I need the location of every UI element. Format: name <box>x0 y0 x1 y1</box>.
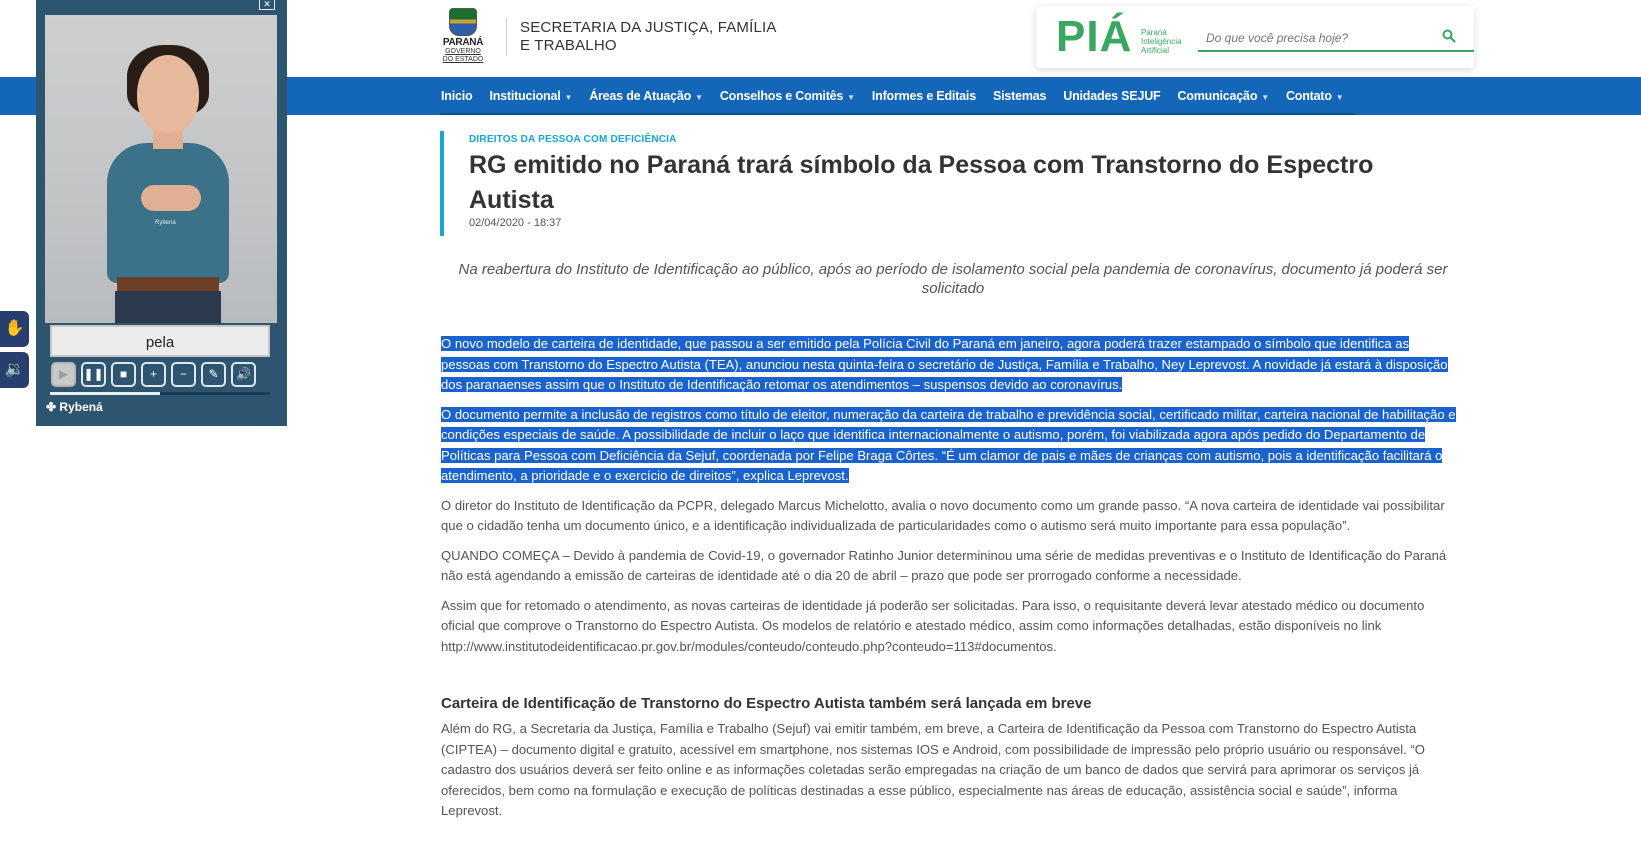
pia-tagline <box>1141 28 1181 55</box>
secretaria-title[interactable] <box>520 19 777 55</box>
speed-down-button[interactable]: − <box>171 362 196 387</box>
nav-item-6[interactable] <box>1063 89 1160 103</box>
paragraph-3: O diretor do Instituto de Identificação da PCPR, delegado Marcus Michelotto, avalia o novo documento como um grande passo. “A nova carteira de identidade vai possibilitar que o cidadão tenha um documento único, e a identificação individualizada de particularidades como o autismo será muito importante para essa população”. <box>441 497 1445 533</box>
pia-tag-line3: Artificial <box>1141 46 1170 55</box>
paragraph-5: Assim que for retomado o atendimento, as novas carteiras de identidade já poderão ser solicitadas. Para isso, o requisitante deverá levar atestado médico ou documento oficial que comprove o Transtorno do Espectro Autista. Os modelos de relatório e atestado médico, assim como informações detalhadas, estão disponíveis no link http://www.institutodeidentificacao.pr.gov.br/modules/conteudo/conteudo.php?conteudo=113#documentos. <box>441 597 1425 654</box>
nav-item-0[interactable] <box>441 89 472 103</box>
article-category[interactable]: DIREITOS DA PESSOA COM DEFICIÊNCIA <box>469 134 677 145</box>
avatar-jeans <box>115 291 221 323</box>
rybena-widget <box>36 0 287 426</box>
article-body <box>441 334 1461 831</box>
rybena-controls <box>51 362 256 387</box>
nav-item-label: Contato <box>1285 89 1332 103</box>
chevron-down-icon: ▼ <box>1261 93 1269 102</box>
secretaria-line2: E TRABALHO <box>520 37 617 54</box>
parana-logo[interactable] <box>438 8 488 68</box>
search-input[interactable] <box>1198 26 1474 52</box>
nav-item-3[interactable] <box>720 89 855 103</box>
nav-menu <box>441 77 1361 115</box>
pia-search-box <box>1036 6 1474 68</box>
nav-item-5[interactable] <box>993 89 1046 103</box>
chevron-down-icon: ▼ <box>564 93 573 102</box>
article-header <box>440 131 1485 236</box>
rybena-logo-icon: ✤ <box>46 400 57 414</box>
chevron-down-icon: ▼ <box>847 93 855 102</box>
audio-button[interactable]: 🔊 <box>231 362 256 387</box>
libras-tab[interactable] <box>0 311 29 347</box>
speed-up-button[interactable]: + <box>141 362 166 387</box>
rybena-brand-text: Rybená <box>59 400 103 414</box>
nav-item-7[interactable] <box>1177 89 1268 103</box>
paragraph-2 <box>441 405 1461 487</box>
search-icon[interactable] <box>1438 28 1460 50</box>
nav-item-label: Inicio <box>441 89 473 103</box>
paragraph-2-text: O documento permite a inclusão de registros como título de eleitor, numeração da carteira de trabalho e previdência social, certificado militar, carteira nacional de habilitação e condições especiais de saúde. A possibilidade de incluir o laço que identifica internacionalmente o autismo, porém, foi viabilizada agora após pedido do Departamento de Políticas para Pessoa com Deficiência da Sejuf, coordenada por Felipe Braga Côrtes. “É um clamor de pais e mães de crianças com autismo, pois a identificação facilitará o atendimento, a prioridade e o exercício de direitos”, explica Leprevost. <box>441 406 1456 483</box>
pause-button[interactable]: ❚❚ <box>81 362 106 387</box>
chevron-down-icon: ▼ <box>1335 93 1344 102</box>
current-word-display: pela <box>50 325 270 357</box>
pia-tag-line1: Paraná <box>1141 28 1167 37</box>
nav-item-1[interactable] <box>489 89 572 103</box>
article-title: RG emitido no Paraná trará símbolo da Pessoa com Transtorno do Espectro Autista <box>469 151 1374 214</box>
sign-language-icon: ✋ <box>4 320 25 337</box>
pia-logo[interactable]: PIÁ <box>1056 12 1133 61</box>
avatar-stage <box>45 15 277 323</box>
close-icon[interactable]: ✕ <box>259 0 275 10</box>
rybena-brand[interactable] <box>46 400 103 414</box>
avatar-shirt-logo: Rybená <box>155 220 176 226</box>
play-button[interactable]: ▶ <box>51 362 76 387</box>
nav-item-label: Informes e Editais <box>871 89 976 103</box>
nav-item-label: Sistemas <box>992 89 1047 103</box>
paragraph-1 <box>441 334 1461 396</box>
logo-sub1: GOVERNO <box>445 48 481 55</box>
avatar-hands <box>141 185 201 211</box>
logo-name: PARANÁ <box>442 37 484 48</box>
secretaria-line1: SECRETARIA DA JUSTIÇA, FAMÍLIA <box>520 19 777 36</box>
avatar-head <box>137 55 199 133</box>
parana-crest-icon <box>449 8 477 36</box>
rybena-progress-bar[interactable] <box>50 392 270 395</box>
stop-button[interactable]: ■ <box>111 362 136 387</box>
nav-item-label: Institucional <box>489 89 561 103</box>
avatar-belt <box>117 277 219 291</box>
nav-item-label: Áreas de Atuação <box>589 89 692 103</box>
article-date: 02/04/2020 <box>469 217 525 229</box>
pia-tag-line2: Inteligência <box>1141 37 1182 46</box>
nav-item-label: Unidades SEJUF <box>1063 89 1161 103</box>
logo-sub2: DO ESTADO <box>442 56 484 63</box>
article-subheading: Carteira de Identificação de Transtorno do Espectro Autista também será lançada em breve <box>441 695 1092 712</box>
paragraph-1-text: O novo modelo de carteira de identidade, que passou a ser emitido pela Polícia Civil do Paraná em janeiro, agora poderá trazer estampado o símbolo que identifica as pessoas com Transtorno do Espectro Autista (TEA), anunciou nesta quinta-feira o secretário de Justiça, Família e Trabalho, Ney Leprevost. A novidade já estará à disposição dos paranaenses assim que o Instituto de Identificação retomar os atendimentos – suspensos devido ao coronavírus. <box>441 336 1448 392</box>
article-datetime: 02/04/2020 - 18:37 <box>469 217 562 229</box>
article-subtitle: Na reabertura do Instituto de Identificação ao público, após ao período de isolamento social pela pandemia de coronavírus, documento já poderá ser solicitado <box>458 261 1448 297</box>
nav-item-4[interactable] <box>872 89 976 103</box>
paragraph-4: QUANDO COMEÇA – Devido à pandemia de Covid-19, o governador Ratinho Junior determininou uma série de medidas preventivas e o Instituto de Identificação do Paraná não está agendando a emissão de carteiras de identidade até o dia 20 de abril – prazo que pode ser prorrogado conforme a necessidade. <box>441 547 1447 583</box>
edit-button[interactable]: ✎ <box>201 362 226 387</box>
paragraph-6: Além do RG, a Secretaria da Justiça, Família e Trabalho (Sejuf) vai emitir também, em breve, a Carteira de Identificação da Pessoa com Transtorno do Espectro Autista (CIPTEA) – documento digital e gratuito, acessível em smartphone, nos sistemas IOS e Android, com possibilidade de impressão pelo próprio usuário ou responsável. “O cadastro dos usuários deverá ser feito online e as informações coletadas serão empregadas na criação de um banco de dados que servirá para aprimorar os serviços já oferecidos, bem como na formulação e execução de políticas destinadas a esse público, especialmente nas áreas de educação, assistência social e saúde”, informa Leprevost. <box>441 721 1425 818</box>
nav-item-label: Conselhos e Comitês <box>719 89 844 103</box>
nav-underline <box>440 113 1355 115</box>
voice-tab[interactable] <box>0 352 29 388</box>
nav-item-label: Comunicação <box>1177 89 1258 103</box>
article-time: 18:37 <box>533 217 562 229</box>
avatar-body <box>107 143 229 283</box>
chevron-down-icon: ▼ <box>695 93 703 102</box>
voice-icon: 🔉 <box>4 361 25 378</box>
nav-item-2[interactable] <box>589 89 703 103</box>
rybena-progress-fill <box>50 392 160 395</box>
nav-item-8[interactable] <box>1286 89 1344 103</box>
header-divider <box>506 18 507 56</box>
